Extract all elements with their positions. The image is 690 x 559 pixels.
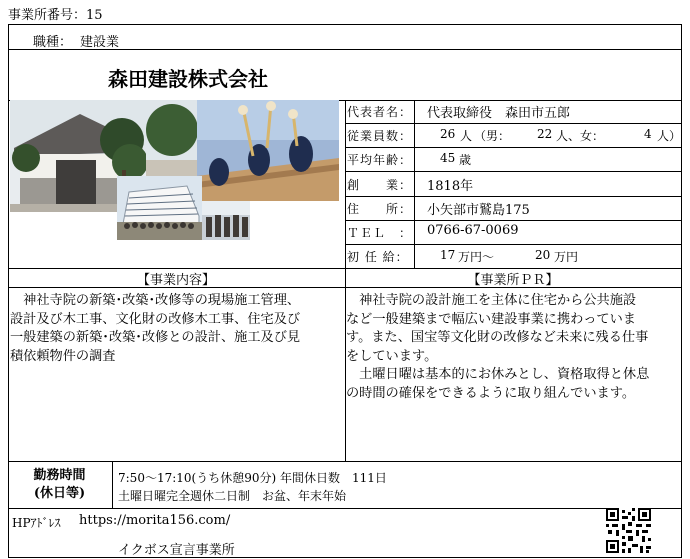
- company-name: 森田建設株式会社: [108, 67, 268, 91]
- address-value: 小矢部市鷲島175: [427, 203, 530, 218]
- employees-female: 4: [644, 127, 652, 141]
- pr-line: 土曜日曜は基本的にお休みとし、資格取得と休息: [346, 367, 650, 382]
- rule-hours-bottom: [9, 508, 681, 509]
- rule-hours-label: [112, 461, 113, 508]
- avg-age-value: 45: [440, 151, 456, 165]
- category-label: 職種：: [33, 35, 73, 50]
- business-line: 一般建築の新築･改築･改修との設計、施工及び見: [10, 330, 301, 345]
- business-line: 設計及び木工事、文化財の改修木工事、住宅及び: [10, 311, 301, 327]
- salary-from-unit: 万円～: [458, 250, 495, 264]
- rule-sections-bottom: [9, 461, 681, 462]
- salary-to-unit: 万円: [554, 250, 579, 264]
- tel-label: ＴＥＬ ：: [347, 226, 413, 240]
- work-hours-line1: 7:50～17:10(うち休憩90分) 年間休日数 111日: [118, 471, 387, 485]
- employees-male-unit: 人、女：: [556, 129, 605, 143]
- pr-description: [346, 292, 680, 403]
- category-value: 建設業: [80, 35, 120, 50]
- ship-group-photo: [117, 176, 202, 240]
- work-hours-label-line1: 勤務時間: [33, 468, 86, 483]
- tel-value: 0766-67-0069: [427, 223, 519, 238]
- hp-address-label: HPｱﾄﾞﾚｽ: [12, 516, 61, 530]
- ceremony-photo: [197, 100, 339, 201]
- business-description: [10, 292, 342, 366]
- work-hours-label: [8, 467, 111, 503]
- pr-line: の時間の確保をできるように取り組んでいます。: [346, 385, 636, 401]
- office-number: 事業所番号：15: [8, 8, 103, 23]
- salary-from: 17: [440, 248, 456, 262]
- address-label: 住 所：: [347, 202, 413, 216]
- business-section-title: 【事業内容】: [136, 273, 215, 288]
- website-url-link[interactable]: https://morita156.com/: [79, 513, 231, 528]
- work-hours-label-line2: (休日等): [33, 486, 86, 501]
- employees-unit: 人: [460, 129, 473, 143]
- representative-label: 代表者名：: [347, 105, 413, 119]
- employees-total: 26: [440, 127, 456, 141]
- qr-code[interactable]: [606, 508, 651, 553]
- rule-info-labels: [414, 100, 415, 268]
- avg-age-unit: 歳: [459, 153, 472, 167]
- business-line: 積依頼物件の調査: [10, 348, 116, 364]
- pr-line: 神社寺院の設計施工を主体に住宅から公共施設: [346, 293, 637, 308]
- avg-age-label: 平均年齢：: [347, 153, 413, 167]
- crowd-photo: [202, 201, 250, 240]
- pr-line: など一般建築まで幅広い建設事業に携わっていま: [346, 311, 636, 327]
- salary-label: 初 任 給：: [347, 250, 409, 264]
- tree-photo-strip: [146, 100, 197, 176]
- founded-label: 創 業：: [347, 178, 413, 192]
- pr-section-title: 【事業所ＰＲ】: [467, 273, 559, 288]
- pr-line: す。また、国宝等文化財の改修など未来に残る仕事: [346, 330, 649, 345]
- business-line: 神社寺院の新築･改築･改修等の現場施工管理、: [10, 293, 301, 308]
- employees-male-label: （男：: [474, 129, 511, 143]
- employees-male: 22: [537, 127, 553, 141]
- ikuboss-declaration: イクボス宣言事業所: [118, 543, 235, 558]
- representative-value: 代表取締役 森田市五郎: [427, 106, 571, 121]
- salary-to: 20: [535, 248, 551, 262]
- founded-value: 1818年: [427, 179, 474, 194]
- holidays-line: 土曜日曜完全週休二日制 お盆、年末年始: [118, 489, 347, 503]
- pr-line: をしています。: [346, 348, 438, 364]
- employees-label: 従業員数：: [347, 129, 413, 143]
- employees-female-unit: 人）: [657, 129, 682, 143]
